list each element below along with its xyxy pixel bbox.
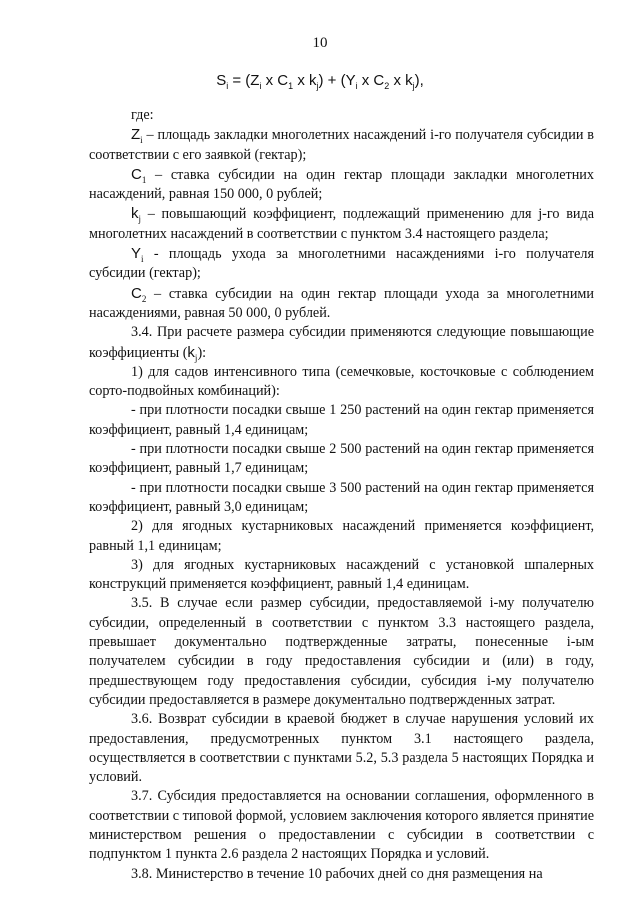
paragraph-3-7: 3.7. Субсидия предоставляется на основании соглашения, оформленного в соответствии с типовой формой, условием заключения которого является принятие министерством решения о предоставлении с субсидии в соответствии с подпунктом 1 пункта 2.6 раздела 2 настоящих Порядка и условий.: [89, 788, 594, 863]
where-label: где:: [131, 107, 154, 123]
subsidy-formula: $S_i = (Z_i$ x $C_1$ x $k_j) + (Y_i$ x $C_2$ x $k_j$),: [216, 72, 424, 91]
coefficient-item: - при плотности посадки свыше 3 500 растений на один гектар применяется коэффициент, равный 3,0 единицам;: [89, 479, 594, 515]
coefficient-item: - при плотности посадки свыше 1 250 растений на один гектар применяется коэффициент, равный 1,4 единицам;: [89, 402, 594, 438]
page-number: 10: [312, 35, 328, 51]
paragraph-3-6: 3.6. Возврат субсидии в краевой бюджет в случае нарушения условий их предоставления, предусмотренных пунктом 3.1 настоящего раздела, осуществляется в соответствии с пунктами 5.2, 5.3 раздела 5 настоящих Порядка и условий.: [89, 711, 594, 786]
coefficient-item: - при плотности посадки свыше 2 500 растений на один гектар применяется коэффициент, равный 1,7 единицам;: [89, 441, 594, 477]
paragraph-3-8: 3.8. Министерство в течение 10 рабочих дней со дня размещения на: [131, 865, 543, 882]
paragraph-3-5: 3.5. В случае если размер субсидии, предоставляемой i-му получателю субсидии, определенный в соответствии с пунктом 3.3 настоящего раздела, превышает документально подтвержденные затраты, понесенные i-ым получателем субсидии в году предоставления субсидии и (или) в году, предшествующем году предоставления субсидии, субсидия i-му получателю субсидии предоставляется в размере документально подтвержденных затрат.: [89, 595, 594, 708]
document-body: [89, 106, 594, 884]
paragraph-3-4: 3.4. При расчете размера субсидии применяются следующие повышающие коэффициенты $(k_j)$:: [89, 324, 594, 363]
definition-k: $k_j$ – повышающий коэффициент, подлежащий применению для j-го вида многолетних насаждений в соответствии с пунктом 3.4 настоящего раздела;: [89, 205, 594, 242]
definition-y: $Y_i$ - площадь ухода за многолетними насаждениями i-го получателя субсидии (гектар);: [89, 245, 594, 282]
coefficient-item: 2) для ягодных кустарниковых насаждений применяется коэффициент, равный 1,1 единицам;: [89, 518, 594, 554]
definition-c2: $C_2$ – ставка субсидии на один гектар площади ухода за многолетними насаждениями, равная 50 000, 0 рублей.: [89, 284, 594, 321]
coefficient-item: 3) для ягодных кустарниковых насаждений с установкой шпалерных конструкций применяется коэффициент, равный 1,4 единицам.: [89, 556, 594, 593]
coefficient-item: 1) для садов интенсивного типа (семечковые, косточковые с соблюдением сорто-подвойных комбинаций):: [89, 363, 594, 400]
definition-z: $Z_i$ – площадь закладки многолетних насаждений i-го получателя субсидии в соответствии с его заявкой (гектар);: [89, 126, 594, 163]
definition-c1: $C_1$ – ставка субсидии на один гектар площади закладки многолетних насаждений, равная 150 000, 0 рублей;: [89, 165, 594, 203]
